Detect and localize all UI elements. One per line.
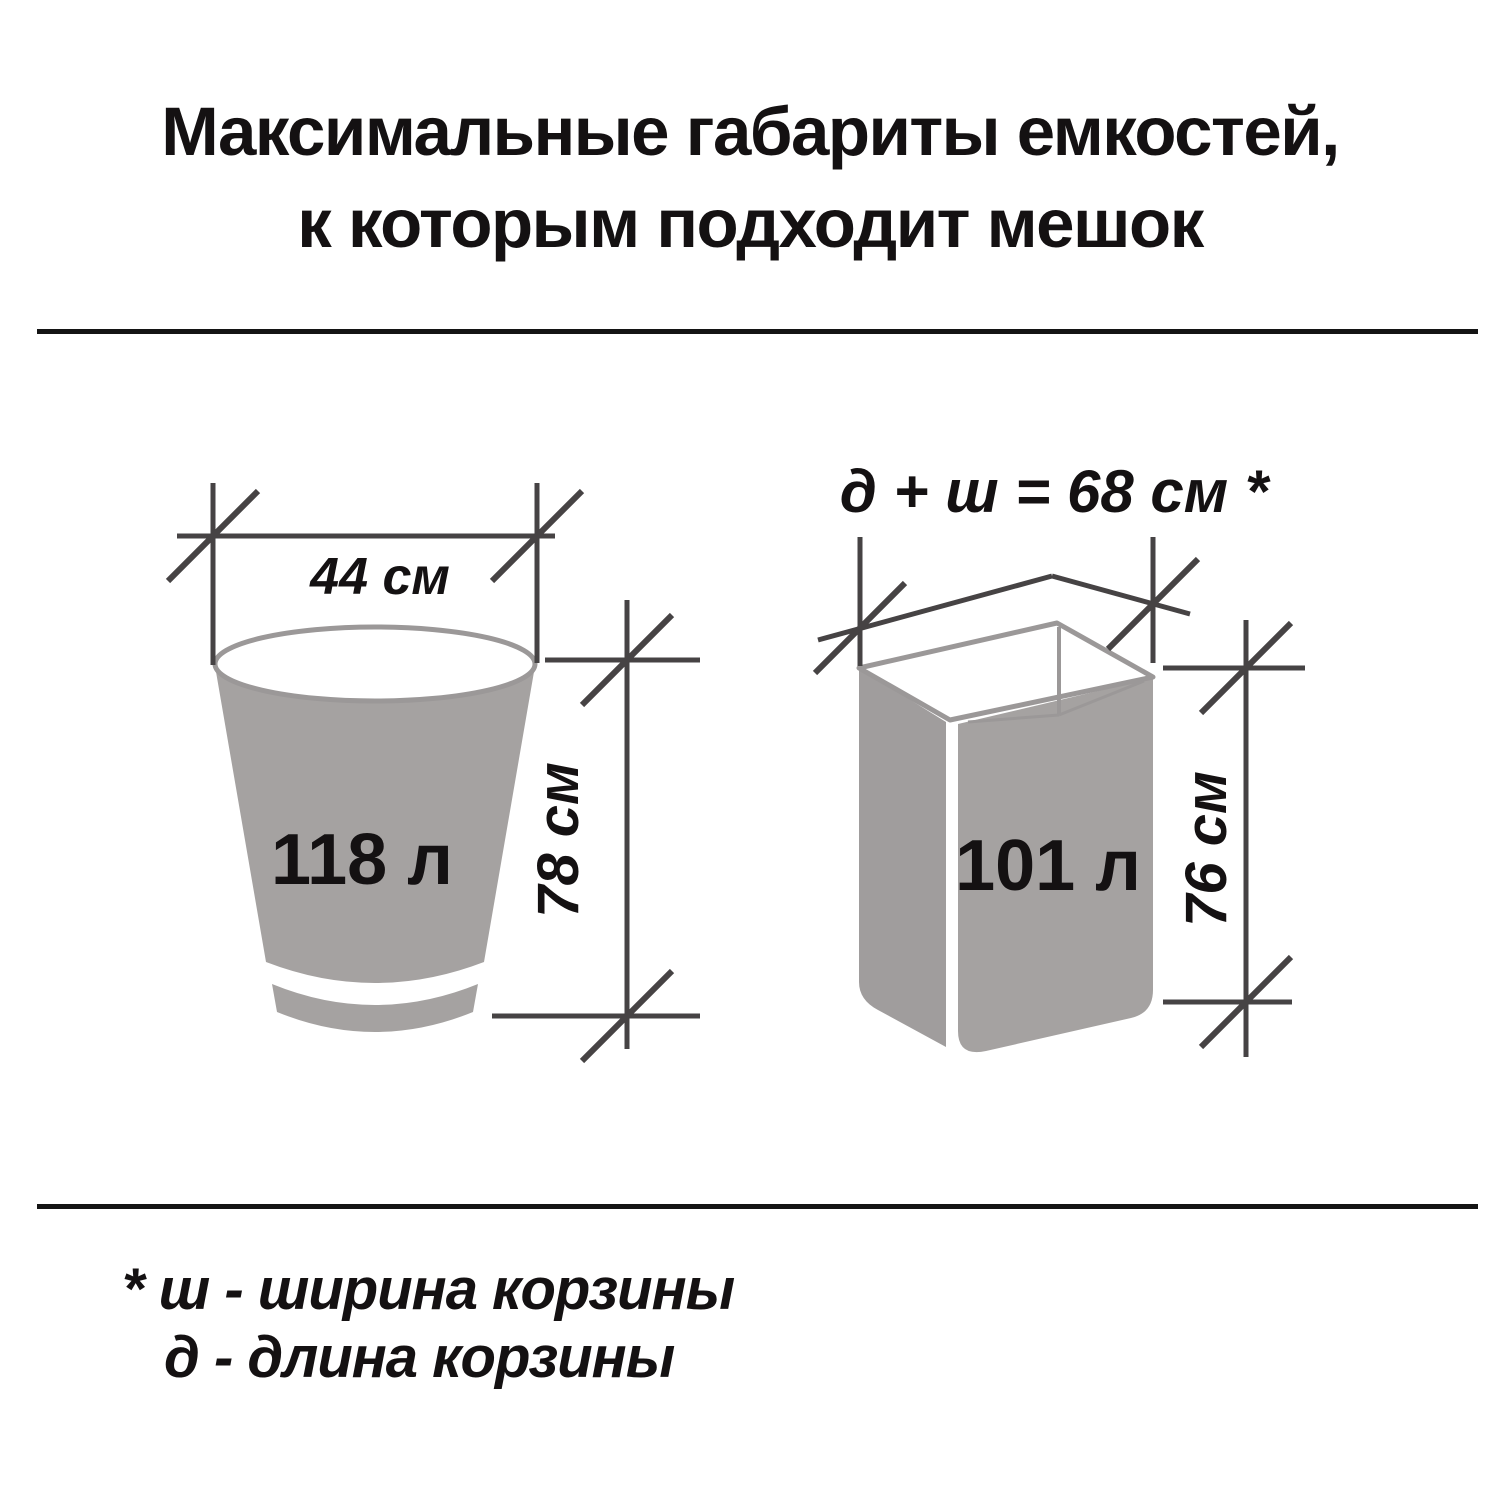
footnote-line2: д - длина корзины (164, 1325, 675, 1390)
basket-height-label: 76 см (1174, 771, 1239, 927)
basket-top-dimension-line-right (1052, 576, 1190, 614)
footnote (122, 1256, 734, 1392)
bucket-figure (168, 483, 700, 1061)
bucket-rim-opening (215, 627, 535, 701)
bucket-diameter-label: 44 см (310, 548, 450, 606)
bottom-divider-line (37, 1204, 1478, 1209)
basket-figure (815, 458, 1305, 1057)
basket-capacity-label: 101 л (955, 826, 1141, 906)
basket-dimension-formula-label: д + ш = 68 см * (839, 458, 1269, 525)
bucket-capacity-label: 118 л (271, 820, 453, 900)
page-title-line1: Максимальные габариты емкостей, (161, 93, 1339, 170)
page-title-line2: к которым подходит мешок (297, 185, 1203, 262)
footnote-line1: * ш - ширина корзины (122, 1257, 735, 1322)
basket-left-face (859, 668, 946, 1047)
bucket-height-label: 78 см (526, 762, 591, 918)
bucket-foot (272, 984, 478, 1032)
